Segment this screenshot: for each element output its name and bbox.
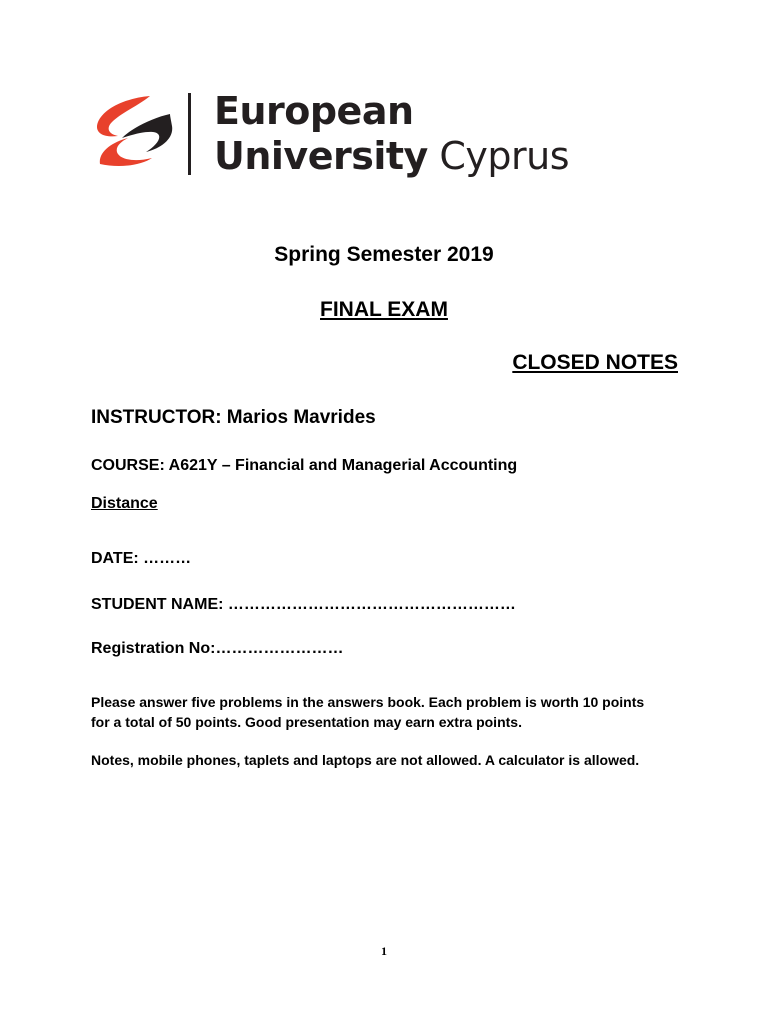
allowed-items-paragraph: Notes, mobile phones, taplets and laptops are not allowed. A calculator is allowed. [91, 752, 640, 768]
course-mode-label: Distance [91, 495, 158, 512]
notes-policy-heading: CLOSED NOTES [512, 351, 678, 374]
course-line: COURSE: A621Y – Financial and Managerial Accounting [91, 457, 518, 474]
university-logo [92, 89, 570, 190]
student-name-field: STUDENT NAME: ……………………………………………… [91, 596, 516, 613]
logo-line-european: European [214, 89, 414, 133]
date-field: DATE: ……… [91, 550, 192, 567]
semester-heading: Spring Semester 2019 [274, 243, 494, 266]
logo-word-university: University [214, 134, 428, 178]
logo-divider [188, 93, 191, 175]
exam-type-heading: FINAL EXAM [320, 298, 448, 321]
university-logo-mark-icon [92, 92, 174, 178]
logo-word-cyprus: Cyprus [439, 134, 570, 178]
instructions-paragraph: Please answer five problems in the answers book. Each problem is worth 10 points for a total of 50 points. Good presentation may earn extra points. [91, 694, 645, 730]
logo-line-university-cyprus [214, 134, 570, 178]
registration-number-field: Registration No:…………………… [91, 640, 344, 657]
instructor-line: INSTRUCTOR: Marios Mavrides [91, 407, 376, 428]
page-number: 1 [381, 944, 387, 958]
